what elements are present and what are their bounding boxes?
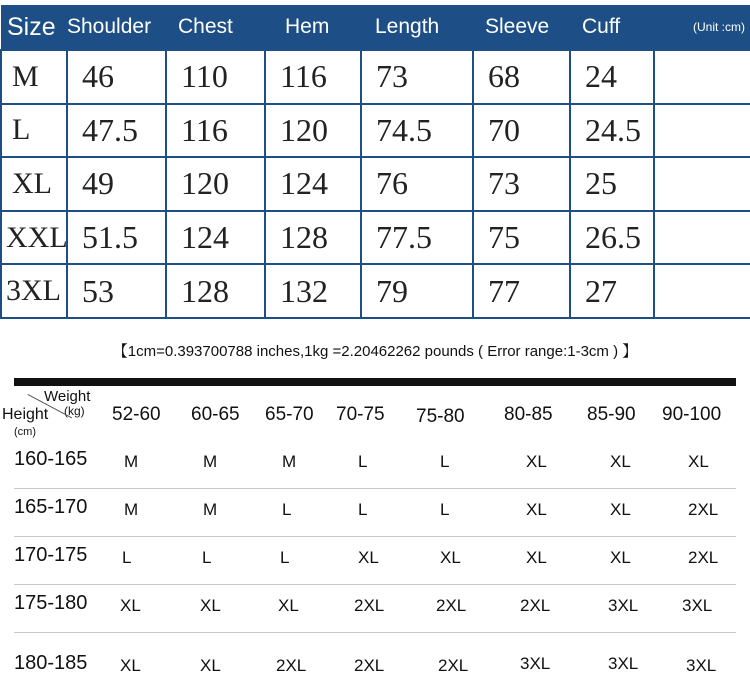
- sleeve-cell: 77: [473, 264, 570, 318]
- fit-chart-header: [0, 386, 750, 442]
- sleeve-cell: 70: [473, 104, 570, 158]
- hem-cell: 120: [265, 104, 361, 158]
- weight-column-header: 52-60: [112, 404, 161, 425]
- cuff-cell: 25: [570, 157, 654, 211]
- table-row: [14, 584, 736, 633]
- size-cell: XXL: [1, 211, 67, 265]
- size-recommendation: XL: [526, 452, 547, 471]
- size-recommendation: 2XL: [520, 596, 551, 615]
- size-recommendation: 2XL: [354, 656, 385, 675]
- height-range: 175-180: [14, 592, 88, 614]
- chest-cell: 116: [166, 104, 265, 158]
- table-row: [14, 632, 736, 680]
- size-recommendation: 3XL: [520, 654, 551, 673]
- size-cell: 3XL: [1, 264, 67, 318]
- size-recommendation: XL: [120, 656, 141, 675]
- size-recommendation: XL: [526, 548, 547, 567]
- weight-column-header: 90-100: [662, 404, 722, 425]
- weight-column-header: 60-65: [191, 404, 240, 425]
- shoulder-cell: 46: [67, 50, 166, 104]
- length-cell: 77.5: [361, 211, 473, 265]
- size-recommendation: L: [440, 452, 450, 471]
- chest-cell: 124: [166, 211, 265, 265]
- section-divider: [14, 378, 736, 386]
- unit-label: (Unit :cm): [654, 5, 750, 50]
- empty-cell: [654, 50, 750, 104]
- size-recommendation: M: [124, 452, 139, 471]
- length-cell: 73: [361, 50, 473, 104]
- height-axis-label: Height: [2, 406, 49, 423]
- shoulder-cell: 47.5: [67, 104, 166, 158]
- empty-cell: [654, 104, 750, 158]
- chest-cell: 128: [166, 264, 265, 318]
- size-recommendation: L: [202, 548, 212, 567]
- weight-column-header: 80-85: [504, 404, 553, 425]
- hem-cell: 116: [265, 50, 361, 104]
- chest-header: Chest: [166, 5, 265, 50]
- table-row: [1, 50, 750, 104]
- shoulder-cell: 51.5: [67, 211, 166, 265]
- size-recommendation: XL: [610, 500, 631, 519]
- size-cell: L: [1, 104, 67, 158]
- size-recommendation: L: [122, 548, 132, 567]
- shoulder-cell: 53: [67, 264, 166, 318]
- size-chart-header-row: [1, 5, 750, 50]
- cuff-cell: 27: [570, 264, 654, 318]
- size-recommendation: M: [203, 452, 218, 471]
- size-recommendation: 2XL: [438, 656, 469, 675]
- size-recommendation: XL: [526, 500, 547, 519]
- size-recommendation: 3XL: [608, 654, 639, 673]
- table-row: [1, 211, 750, 265]
- table-row: [1, 264, 750, 318]
- size-cell: M: [1, 50, 67, 104]
- hem-cell: 132: [265, 264, 361, 318]
- conversion-note: 【1cm=0.393700788 inches,1kg =2.20462262 pounds ( Error range:1-3cm ) 】: [112, 343, 638, 360]
- weight-unit-label: (kg): [64, 404, 85, 418]
- sleeve-cell: 75: [473, 211, 570, 265]
- sleeve-cell: 68: [473, 50, 570, 104]
- weight-column-header: 70-75: [336, 404, 385, 425]
- length-cell: 76: [361, 157, 473, 211]
- size-recommendation: XL: [688, 452, 709, 471]
- table-row: [14, 536, 736, 585]
- weight-column-header: 75-80: [416, 406, 465, 427]
- size-recommendation: 2XL: [688, 500, 719, 519]
- empty-cell: [654, 211, 750, 265]
- size-recommendation: XL: [440, 548, 461, 567]
- cuff-cell: 24: [570, 50, 654, 104]
- size-recommendation: L: [358, 452, 368, 471]
- size-recommendation: M: [124, 500, 139, 519]
- size-recommendation: 3XL: [682, 596, 713, 615]
- size-recommendation: 3XL: [608, 596, 639, 615]
- length-header: Length: [361, 5, 473, 50]
- cuff-cell: 24.5: [570, 104, 654, 158]
- size-recommendation: XL: [358, 548, 379, 567]
- size-recommendation: XL: [610, 452, 631, 471]
- size-recommendation: 2XL: [436, 596, 467, 615]
- shoulder-header: Shoulder: [67, 5, 166, 50]
- size-recommendation: 2XL: [354, 596, 385, 615]
- size-recommendation: M: [282, 452, 297, 471]
- size-recommendation: XL: [610, 548, 631, 567]
- cuff-cell: 26.5: [570, 211, 654, 265]
- size-cell: XL: [1, 157, 67, 211]
- size-recommendation: L: [280, 548, 290, 567]
- size-chart-table: [0, 5, 750, 319]
- shoulder-cell: 49: [67, 157, 166, 211]
- cuff-header: Cuff: [570, 5, 654, 50]
- chest-cell: 120: [166, 157, 265, 211]
- height-range: 180-185: [14, 652, 88, 674]
- size-recommendation: 2XL: [688, 548, 719, 567]
- height-range: 170-175: [14, 544, 88, 566]
- size-recommendation: XL: [200, 596, 221, 615]
- size-recommendation: L: [358, 500, 368, 519]
- size-recommendation: 2XL: [276, 656, 307, 675]
- size-recommendation: 3XL: [686, 656, 717, 675]
- weight-column-header: 65-70: [265, 404, 314, 425]
- size-recommendation: L: [440, 500, 450, 519]
- table-row: [1, 104, 750, 158]
- table-row: [1, 157, 750, 211]
- size-recommendation: L: [282, 500, 292, 519]
- weight-axis-label: Weight: [44, 388, 91, 405]
- size-recommendation: XL: [200, 656, 221, 675]
- size-recommendation: XL: [278, 596, 299, 615]
- chest-cell: 110: [166, 50, 265, 104]
- hem-cell: 128: [265, 211, 361, 265]
- length-cell: 74.5: [361, 104, 473, 158]
- hem-header: Hem: [265, 5, 361, 50]
- size-header: Size: [1, 5, 67, 50]
- height-range: 165-170: [14, 496, 88, 518]
- hem-cell: 124: [265, 157, 361, 211]
- height-range: 160-165: [14, 448, 88, 470]
- empty-cell: [654, 264, 750, 318]
- length-cell: 79: [361, 264, 473, 318]
- sleeve-header: Sleeve: [473, 5, 570, 50]
- empty-cell: [654, 157, 750, 211]
- table-row: [14, 440, 736, 489]
- sleeve-cell: 73: [473, 157, 570, 211]
- size-recommendation: XL: [120, 596, 141, 615]
- weight-column-header: 85-90: [587, 404, 636, 425]
- height-unit-label: (cm): [14, 426, 36, 438]
- table-row: [14, 488, 736, 537]
- size-recommendation: M: [203, 500, 218, 519]
